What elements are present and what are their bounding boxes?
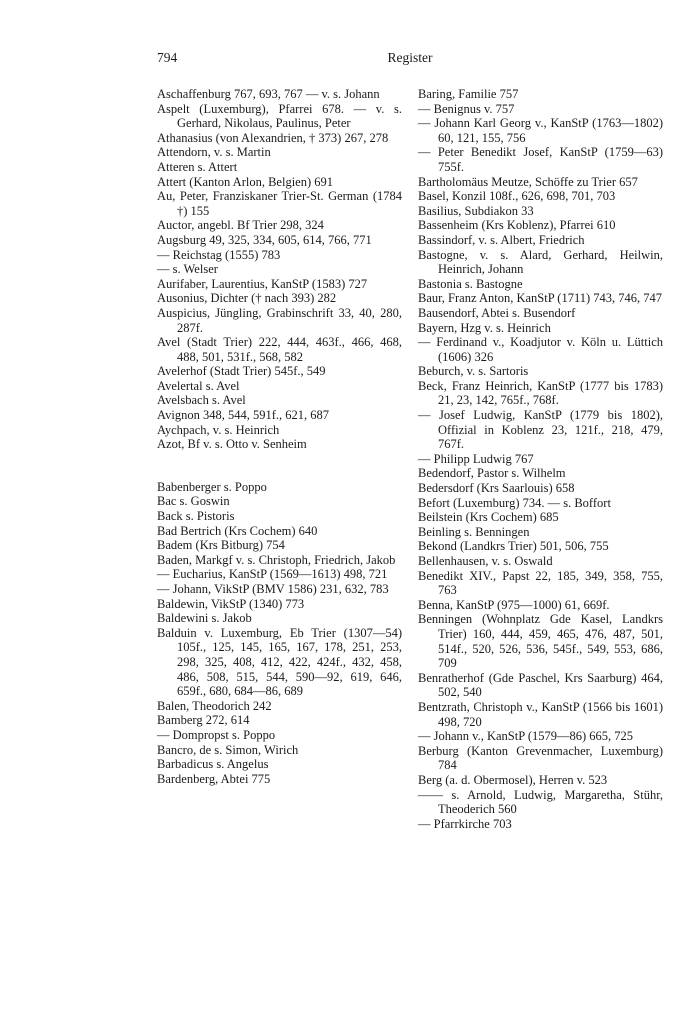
index-entry: — Dompropst s. Poppo [157, 727, 276, 742]
index-entry: Attendorn, v. s. Martin [157, 145, 271, 160]
index-entry: Au, Peter, Franziskaner Trier-St. German (1784 †) 155 [157, 189, 402, 218]
index-entry: Auctor, angebl. Bf Trier 298, 324 [157, 218, 324, 233]
index-entry: Barbadicus s. Angelus [157, 757, 269, 772]
index-entry: Baldewini s. Jakob [157, 611, 252, 626]
index-entry: — Peter Benedikt Josef, KanStP (1759—63) 755f. [418, 145, 663, 174]
index-entry: Befort (Luxemburg) 734. — s. Boffort [418, 495, 611, 510]
index-entry: Bellenhausen, v. s. Oswald [418, 554, 553, 568]
index-entry: Badem (Krs Bitburg) 754 [157, 538, 285, 553]
index-entry: Bac s. Goswin [157, 494, 230, 509]
index-entry: Baur, Franz Anton, KanStP (1711) 743, 746, 747 [418, 291, 663, 306]
index-entry: — Johann, VikStP (BMV 1586) 231, 632, 783 [157, 582, 389, 596]
index-entry: Basel, Konzil 108f., 626, 698, 701, 703 [418, 189, 616, 204]
index-entry: Back s. Pistoris [157, 509, 235, 524]
index-entry: — Reichstag (1555) 783 [157, 247, 281, 262]
index-entry: Avignon 348, 544, 591f., 621, 687 [157, 408, 329, 423]
index-entry: Beinling s. Benningen [418, 524, 530, 539]
index-column-right [418, 87, 663, 831]
index-entry: — Philipp Ludwig 767 [418, 451, 534, 466]
index-entry: Basilius, Subdiakon 33 [418, 203, 534, 218]
index-entry: Bassenheim (Krs Koblenz), Pfarrei 610 [418, 218, 616, 233]
index-entry: Bekond (Landkrs Trier) 501, 506, 755 [418, 539, 609, 554]
index-entry: Berburg (Kanton Grevenmacher, Luxemburg) 784 [418, 743, 663, 773]
index-entry: Bastogne, v. s. Alard, Gerhard, Heilwin, Heinrich, Johann [418, 247, 663, 277]
index-entry: Beilstein (Krs Cochem) 685 [418, 510, 559, 525]
index-entry: Avelsbach s. Avel [157, 393, 246, 408]
index-entry: — Josef Ludwig, KanStP (1779 bis 1802), Offizial in Koblenz 23, 121f., 218, 479, 767f. [418, 408, 663, 452]
index-entry: Athanasius (von Alexandrien, † 373) 267, 278 [157, 130, 389, 145]
index-entry: Augsburg 49, 325, 334, 605, 614, 766, 771 [157, 232, 372, 247]
index-entry: Bentzrath, Christoph v., KanStP (1566 bis 1601) 498, 720 [418, 699, 663, 729]
index-entry: Baldewin, VikStP (1340) 773 [157, 596, 305, 611]
index-entry: —— s. Arnold, Ludwig, Margaretha, Stühr, Theoderich 560 [418, 787, 663, 817]
index-entry: — Eucharius, KanStP (1569—1613) 498, 721 [157, 567, 388, 582]
index-entry: — Benignus v. 757 [418, 101, 515, 116]
index-entry: Bardenberg, Abtei 775 [157, 771, 271, 786]
index-entry: Beck, Franz Heinrich, KanStP (1777 bis 1783) 21, 23, 142, 765f., 768f. [418, 378, 663, 408]
index-entry: — s. Welser [157, 262, 218, 277]
index-entry: — Pfarrkirche 703 [418, 816, 512, 831]
index-entry: Bamberg 272, 614 [157, 713, 250, 728]
index-entry: Aspelt (Luxemburg), Pfarrei 678. — v. s. Gerhard, Nikolaus, Paulinus, Peter [157, 101, 402, 131]
index-entry: — Johann v., KanStP (1579—86) 665, 725 [418, 729, 634, 744]
index-entry: Bassindorf, v. s. Albert, Friedrich [418, 232, 585, 247]
index-entry: Avel (Stadt Trier) 222, 444, 463f., 466, 468, 488, 501, 531f., 568, 582 [157, 335, 402, 364]
index-entry: Benningen (Wohnplatz Gde Kasel, Landkrs Trier) 160, 444, 459, 465, 476, 487, 501, 514f., 520, 526, 536, 545f., 549, 553, 686, 709 [418, 612, 663, 671]
index-entry: Bayern, Hzg v. s. Heinrich [418, 320, 551, 335]
index-entry: Aurifaber, Laurentius, KanStP (1583) 727 [157, 276, 368, 291]
index-entry: Auspicius, Jüngling, Grabinschrift 33, 40, 280, 287f. [157, 305, 402, 335]
index-entry: Bedendorf, Pastor s. Wilhelm [418, 466, 566, 481]
index-entry: — Johann Karl Georg v., KanStP (1763—1802) 60, 121, 155, 756 [418, 116, 663, 145]
index-entry: — Ferdinand v., Koadjutor v. Köln u. Lüttich (1606) 326 [418, 335, 663, 364]
index-entry: Bedersdorf (Krs Saarlouis) 658 [418, 481, 575, 496]
index-entry: Bastonia s. Bastogne [418, 276, 523, 291]
index-entry: Avelerhof (Stadt Trier) 545f., 549 [157, 364, 326, 379]
index-entry: Ausonius, Dichter († nach 393) 282 [157, 291, 337, 306]
index-entry: Avelertal s. Avel [157, 378, 240, 393]
index-entry: Aschaffenburg 767, 693, 767 — v. s. Johann [157, 87, 380, 101]
index-entry: Balen, Theodorich 242 [157, 698, 272, 713]
index-entry: Attert (Kanton Arlon, Belgien) 691 [157, 174, 334, 189]
index-entry: Bancro, de s. Simon, Wirich [157, 742, 299, 757]
index-entry: Balduin v. Luxemburg, Eb Trier (1307—54) 105f., 125, 145, 165, 167, 178, 251, 253, 298, 325, 408, 412, 422, 424f., 432, 458, 486, 508, 515, 544, 590—92, 619, 646, 659f., 680, 684—86, 689 [157, 625, 402, 699]
running-title: Register [387, 50, 433, 65]
index-entry: Benedikt XIV., Papst 22, 185, 349, 358, 755, 763 [418, 568, 663, 598]
index-entry: Bausendorf, Abtei s. Busendorf [418, 305, 576, 320]
index-entry: Aychpach, v. s. Heinrich [157, 422, 280, 437]
index-entry: Atteren s. Attert [157, 159, 238, 174]
index-entry: Beburch, v. s. Sartoris [418, 364, 529, 379]
running-header [157, 50, 663, 70]
index-entry: Baring, Familie 757 [418, 87, 519, 101]
index-entry: Berg (a. d. Obermosel), Herren v. 523 [418, 772, 608, 787]
index-entry: Baden, Markgf v. s. Christoph, Friedrich, Jakob [157, 552, 396, 567]
index-entry: Benna, KanStP (975—1000) 61, 669f. [418, 597, 610, 612]
index-entry: Bad Bertrich (Krs Cochem) 640 [157, 523, 318, 538]
index-entry: Azot, Bf v. s. Otto v. Senheim [157, 437, 307, 452]
index-column-left [157, 87, 402, 786]
page-number: 794 [157, 50, 178, 65]
index-entry: Bartholomäus Meutze, Schöffe zu Trier 657 [418, 174, 638, 189]
index-entry: Babenberger s. Poppo [157, 479, 267, 494]
index-entry: Benratherhof (Gde Paschel, Krs Saarburg) 464, 502, 540 [418, 670, 663, 700]
